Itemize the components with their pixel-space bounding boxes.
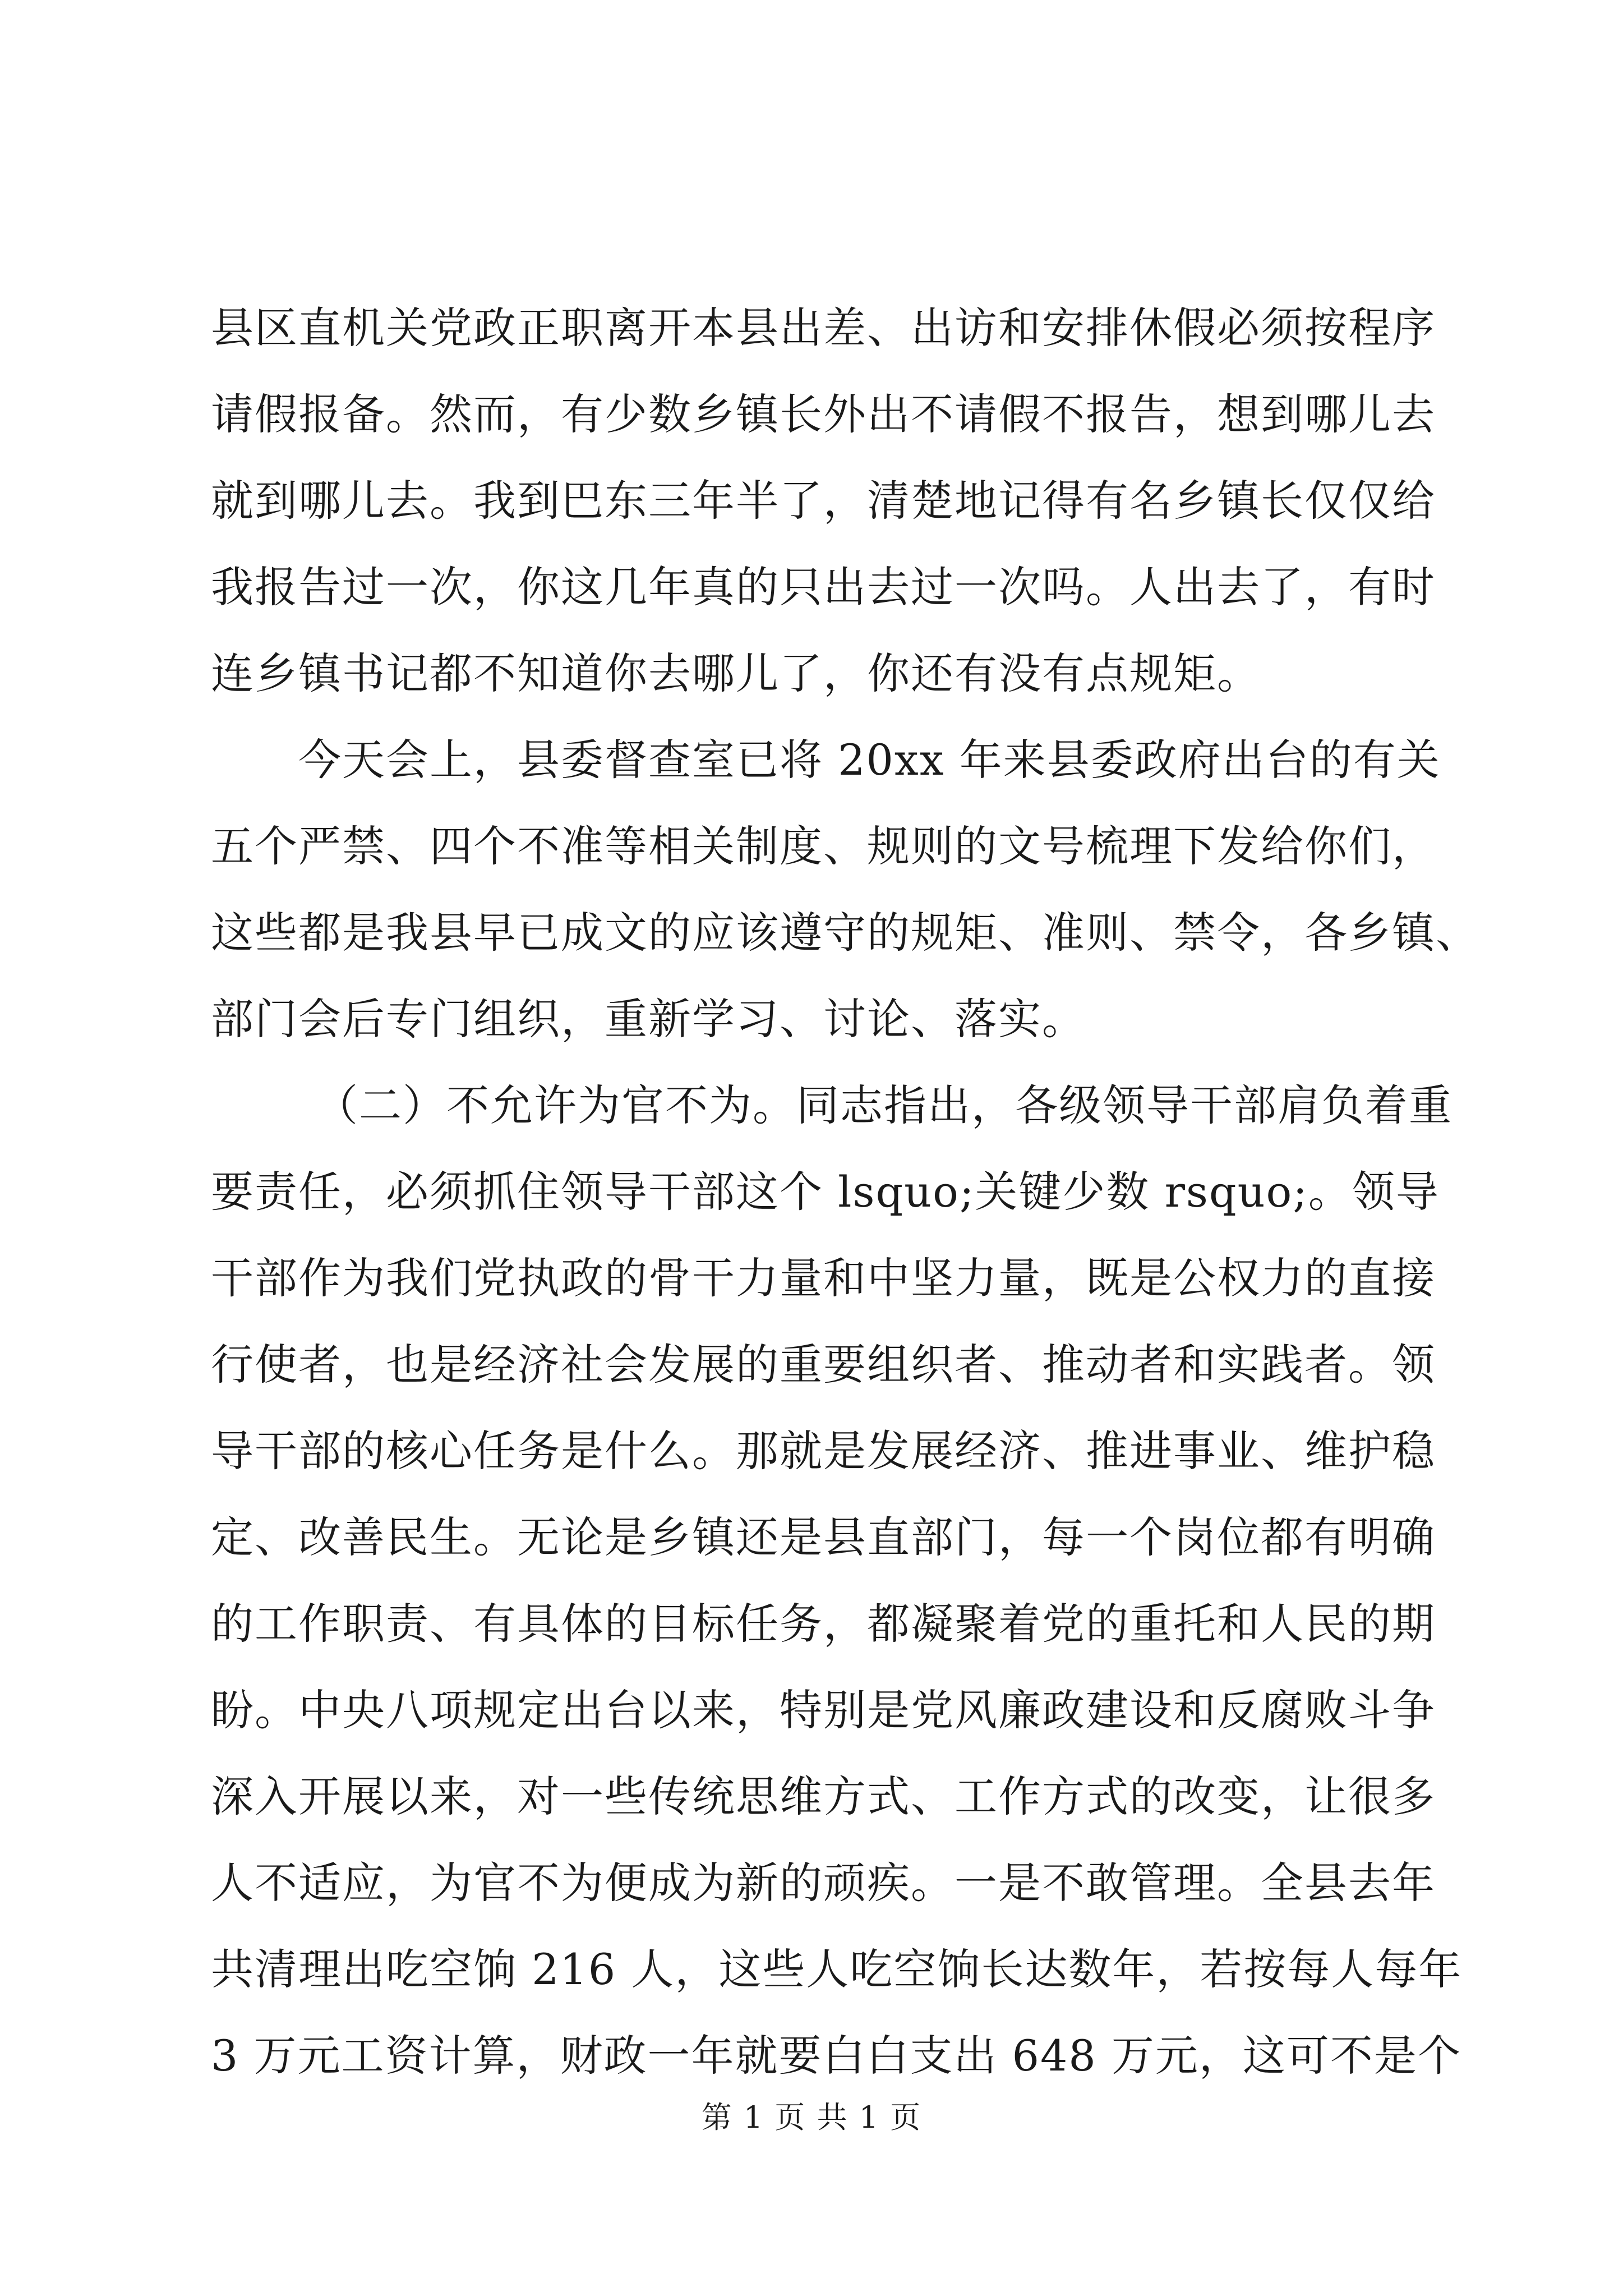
paragraph-start-line: 今天会上，县委督查室已将 20xx 年来县委政府出台的有关 xyxy=(298,735,1441,785)
text-line: 行使者，也是经济社会发展的重要组织者、推动者和实践者。领 xyxy=(211,1340,1436,1389)
text-line: 县区直机关党政正职离开本县出差、出访和安排休假必须按程序 xyxy=(211,303,1436,353)
section-heading-line: （二）不允许为官不为。同志指出，各级领导干部肩负着重 xyxy=(315,1080,1453,1130)
text-line: 连乡镇书记都不知道你去哪儿了，你还有没有点规矩。 xyxy=(211,648,1261,698)
text-line: 这些都是我县早已成文的应该遵守的规矩、准则、禁令，各乡镇、 xyxy=(211,908,1479,958)
text-line: 要责任，必须抓住领导干部这个 lsquo;关键少数 rsquo;。领导 xyxy=(211,1167,1440,1217)
text-line: 盼。中央八项规定出台以来，特别是党风廉政建设和反腐败斗争 xyxy=(211,1685,1436,1735)
text-line: 请假报备。然而，有少数乡镇长外出不请假不报告，想到哪儿去 xyxy=(211,389,1436,439)
text-line: 部门会后专门组织，重新学习、讨论、落实。 xyxy=(211,994,1086,1044)
page-footer: 第 1 页 共 1 页 xyxy=(701,2100,922,2135)
text-line: 我报告过一次，你这几年真的只出去过一次吗。人出去了，有时 xyxy=(211,562,1436,612)
text-line: 导干部的核心任务是什么。那就是发展经济、推进事业、维护稳 xyxy=(211,1426,1436,1476)
text-line: 五个严禁、四个不准等相关制度、规则的文号梳理下发给你们， xyxy=(211,821,1436,871)
text-line: 3 万元工资计算，财政一年就要白白支出 648 万元，这可不是个 xyxy=(211,2031,1461,2081)
text-line: 干部作为我们党执政的骨干力量和中坚力量，既是公权力的直接 xyxy=(211,1253,1436,1303)
body-text xyxy=(211,285,1479,2099)
text-line: 深入开展以来，对一些传统思维方式、工作方式的改变，让很多 xyxy=(211,1772,1436,1821)
text-line: 的工作职责、有具体的目标任务，都凝聚着党的重托和人民的期 xyxy=(211,1599,1436,1649)
text-line: 共清理出吃空饷 216 人，这些人吃空饷长达数年，若按每人每年 xyxy=(211,1944,1463,1994)
text-line: 就到哪儿去。我到巴东三年半了，清楚地记得有名乡镇长仅仅给 xyxy=(211,476,1436,526)
text-line: 人不适应，为官不为便成为新的顽疾。一是不敢管理。全县去年 xyxy=(211,1858,1436,1908)
text-line: 定、改善民生。无论是乡镇还是县直部门，每一个岗位都有明确 xyxy=(211,1512,1436,1562)
